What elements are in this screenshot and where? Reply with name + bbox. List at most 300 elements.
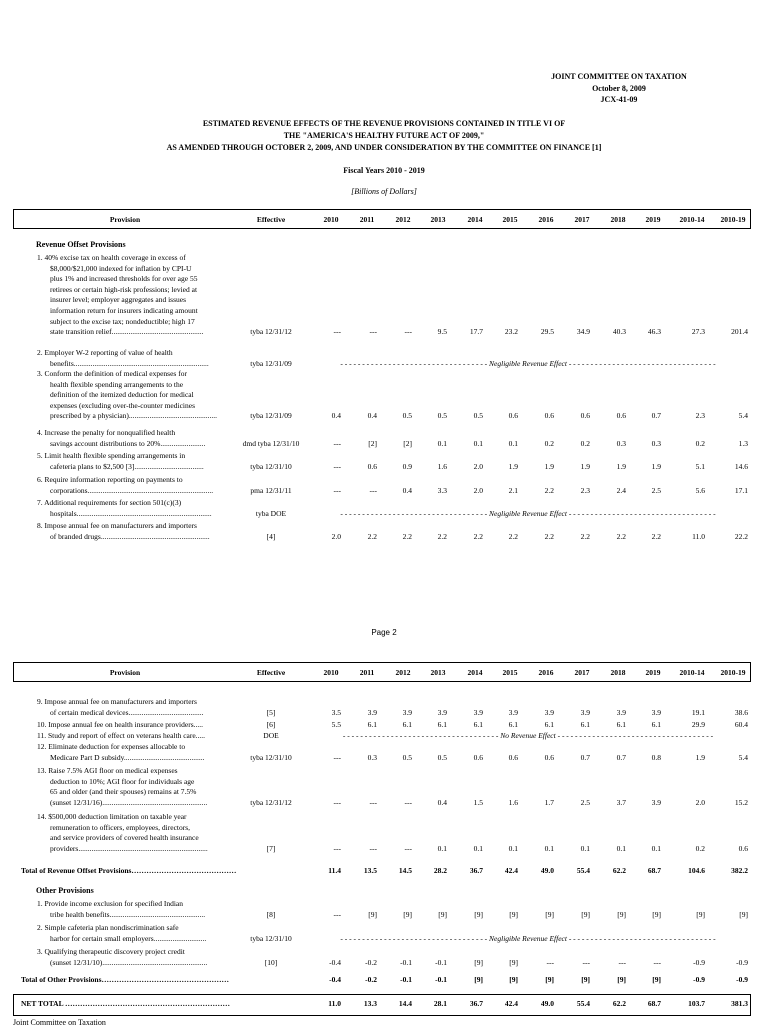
- total-value-cell: 14.5: [398, 866, 412, 875]
- table-row: [0, 742, 768, 763]
- value-cell: 29.5: [540, 327, 554, 337]
- provision-line: of certain medical devices........................................: [50, 707, 204, 717]
- value-cell: 6.1: [580, 720, 590, 729]
- value-cell: 11.0: [692, 531, 705, 541]
- total-value-cell: -0.9: [736, 975, 748, 984]
- provision-description: [37, 369, 237, 422]
- value-cell: 0.1: [437, 843, 447, 853]
- value-cell: 0.6: [473, 752, 483, 762]
- value-cell: 2.0: [695, 797, 705, 807]
- value-cell: 2.0: [331, 531, 341, 541]
- provision-line: (sunset 12/31/10)........................................................: [50, 957, 208, 967]
- total-value-cell: 49.0: [540, 999, 554, 1008]
- value-cell: 1.3: [738, 438, 748, 448]
- page1-col-6: 2014: [467, 215, 483, 224]
- value-cell: 0.6: [616, 411, 626, 421]
- value-cell: 1.9: [580, 461, 590, 471]
- value-cell: 0.1: [473, 843, 483, 853]
- provision-line: 8. Impose annual fee on manufacturers and importers: [37, 521, 197, 530]
- value-cell: 0.6: [738, 843, 748, 853]
- value-cell: 0.1: [473, 438, 483, 448]
- provision-line: insurer level; employer aggregates and issues: [50, 295, 186, 305]
- provision-description: [37, 742, 237, 763]
- value-cell: [9]: [509, 909, 518, 919]
- value-cell: 0.5: [473, 411, 483, 421]
- value-cell: [9]: [509, 957, 518, 967]
- page2-col-5: 2013: [430, 668, 446, 677]
- value-cell: 15.2: [734, 797, 748, 807]
- value-cell: 3.9: [544, 707, 554, 717]
- total-value-cell: -0.9: [693, 975, 705, 984]
- value-cell: 29.9: [691, 720, 705, 729]
- value-cell: 3.9: [580, 707, 590, 717]
- value-cell: [9]: [474, 909, 483, 919]
- value-cell: 2.2: [473, 531, 483, 541]
- value-cell: [9]: [696, 909, 705, 919]
- page1-col-1: Effective: [256, 215, 286, 224]
- value-cell: [2]: [368, 438, 377, 448]
- value-cell: ---: [333, 909, 341, 919]
- revenue-effect-note: - - - - - - - - - - - - - - - - - - - - - - - - - - - - - - - - - - Negligible Revenue Effect - - - - - - - - - - - - - - - - - - - - - - - - - - - - - - - - - -: [340, 358, 716, 368]
- table-row: [0, 253, 768, 338]
- provision-line: deduction to 10%; AGI floor for individuals age: [50, 776, 195, 786]
- value-cell: 1.9: [616, 461, 626, 471]
- value-cell: 201.4: [731, 327, 748, 337]
- page2-col-3: 2011: [359, 668, 375, 677]
- provision-description: [37, 521, 237, 542]
- total-value-cell: -0.1: [435, 975, 447, 984]
- total-value-cell: 55.4: [576, 999, 590, 1008]
- value-cell: ---: [369, 843, 377, 853]
- value-cell: 5.5: [331, 720, 341, 729]
- effective-date: [4]: [266, 531, 276, 541]
- value-cell: [9]: [474, 957, 483, 967]
- total-value-cell: 55.4: [576, 866, 590, 875]
- value-cell: 0.5: [437, 411, 447, 421]
- value-cell: ---: [333, 752, 341, 762]
- value-cell: 1.7: [544, 797, 554, 807]
- provision-description: [37, 720, 237, 731]
- value-cell: 2.0: [473, 485, 483, 495]
- total-revenue-offsets-label: Total of Revenue Offset Provisions……………………………………: [21, 866, 237, 875]
- value-cell: 0.1: [508, 843, 518, 853]
- page1-col-5: 2013: [430, 215, 446, 224]
- total-value-cell: 36.7: [469, 999, 483, 1008]
- provision-line: of branded drugs..........................................................: [50, 531, 210, 541]
- effective-date: tyba 12/31/12: [250, 327, 292, 337]
- provision-line: 14. $500,000 deduction limitation on taxable year: [37, 812, 187, 821]
- total-value-cell: [9]: [617, 975, 626, 984]
- page-number: Page 2: [371, 628, 397, 637]
- provision-line: tribe health benefits...................................................: [50, 909, 206, 919]
- footer: Joint Committee on Taxation: [13, 1018, 106, 1027]
- value-cell: 6.1: [367, 720, 377, 729]
- provision-line: $8,000/$21,000 indexed for inflation by CPI-U: [50, 263, 192, 273]
- value-cell: 6.1: [544, 720, 554, 729]
- provision-description: [37, 812, 237, 854]
- value-cell: 0.7: [580, 752, 590, 762]
- value-cell: -0.2: [365, 957, 377, 967]
- value-cell: 0.6: [367, 461, 377, 471]
- value-cell: -0.9: [736, 957, 748, 967]
- table-row: [0, 451, 768, 472]
- value-cell: 0.3: [367, 752, 377, 762]
- section-label-revenue-offsets: Revenue Offset Provisions: [36, 240, 126, 249]
- provision-line: remuneration to officers, employees, directors,: [50, 822, 191, 832]
- value-cell: -0.4: [329, 957, 341, 967]
- total-value-cell: 42.4: [504, 999, 518, 1008]
- value-cell: 1.9: [651, 461, 661, 471]
- value-cell: 2.5: [580, 797, 590, 807]
- provision-description: [37, 498, 237, 519]
- value-cell: ---: [369, 797, 377, 807]
- value-cell: 3.9: [367, 707, 377, 717]
- provision-line: 65 and older (and their spouses) remains at 7.5%: [50, 787, 197, 797]
- effective-date: [6]: [266, 720, 276, 729]
- table-row: [0, 348, 768, 369]
- value-cell: 0.2: [695, 438, 705, 448]
- value-cell: -0.9: [693, 957, 705, 967]
- value-cell: 6.1: [402, 720, 412, 729]
- value-cell: 2.2: [508, 531, 518, 541]
- revenue-effect-note: - - - - - - - - - - - - - - - - - - - - - - - - - - - - - - - - - - Negligible Revenue Effect - - - - - - - - - - - - - - - - - - - - - - - - - - - - - - - - - -: [340, 933, 716, 943]
- total-value-cell: [9]: [545, 975, 554, 984]
- provision-line: hospitals........................................................................: [50, 508, 212, 518]
- provision-line: 6. Require information reporting on payments to: [37, 475, 183, 484]
- value-cell: 5.4: [738, 411, 748, 421]
- value-cell: [9]: [403, 909, 412, 919]
- value-cell: ---: [333, 797, 341, 807]
- total-value-cell: 13.3: [363, 999, 377, 1008]
- value-cell: 2.2: [367, 531, 377, 541]
- provision-line: 1. 40% excise tax on health coverage in excess of: [37, 253, 186, 262]
- value-cell: 6.1: [651, 720, 661, 729]
- revenue-effect-note: - - - - - - - - - - - - - - - - - - - - - - - - - - - - - - - - - - Negligible Revenue Effect - - - - - - - - - - - - - - - - - - - - - - - - - - - - - - - - - -: [340, 508, 716, 518]
- page2-col-1: Effective: [256, 668, 286, 677]
- value-cell: 0.6: [580, 411, 590, 421]
- page1-col-8: 2016: [538, 215, 554, 224]
- value-cell: 2.1: [508, 485, 518, 495]
- total-value-cell: -0.4: [329, 975, 341, 984]
- total-value-cell: 42.4: [504, 866, 518, 875]
- provision-description: [37, 731, 237, 742]
- effective-date: tyba DOE: [255, 508, 287, 518]
- total-value-cell: 104.6: [688, 866, 705, 875]
- table-row: [0, 766, 768, 808]
- value-cell: ---: [404, 327, 412, 337]
- provision-line: definition of the itemized deduction for medical: [50, 390, 194, 400]
- provision-description: [37, 766, 237, 808]
- effective-date: [7]: [266, 843, 276, 853]
- page2-col-8: 2016: [538, 668, 554, 677]
- total-value-cell: 14.4: [398, 999, 412, 1008]
- total-value-cell: 381.3: [731, 999, 748, 1008]
- effective-date: tyba 12/31/10: [250, 461, 292, 471]
- total-value-cell: 11.4: [328, 866, 341, 875]
- provision-description: [37, 348, 237, 369]
- value-cell: 0.2: [695, 843, 705, 853]
- provision-line: (sunset 12/31/16)........................................................: [50, 797, 208, 807]
- value-cell: 1.9: [695, 752, 705, 762]
- table-row: [0, 720, 768, 731]
- value-cell: 3.9: [651, 707, 661, 717]
- value-cell: 3.9: [508, 707, 518, 717]
- total-value-cell: [9]: [509, 975, 518, 984]
- value-cell: 23.2: [504, 327, 518, 337]
- page2-col-6: 2014: [467, 668, 483, 677]
- value-cell: 0.4: [367, 411, 377, 421]
- provision-line: 2. Simple cafeteria plan nondiscrimination safe: [37, 923, 179, 932]
- value-cell: ---: [618, 957, 626, 967]
- page2-col-10: 2018: [610, 668, 626, 677]
- value-cell: 19.1: [691, 707, 705, 717]
- jct-header: [519, 71, 719, 106]
- net-total-label: NET TOTAL …………………………………………………………: [21, 999, 231, 1008]
- value-cell: ---: [404, 843, 412, 853]
- value-cell: -0.1: [400, 957, 412, 967]
- value-cell: 1.5: [473, 797, 483, 807]
- total-value-cell: -0.2: [365, 975, 377, 984]
- total-value-cell: 13.5: [363, 866, 377, 875]
- value-cell: 3.9: [651, 797, 661, 807]
- value-cell: 46.3: [647, 327, 661, 337]
- value-cell: 0.1: [616, 843, 626, 853]
- value-cell: [9]: [438, 909, 447, 919]
- total-value-cell: [9]: [581, 975, 590, 984]
- effective-date: [5]: [266, 707, 276, 717]
- table-row: [0, 521, 768, 542]
- provision-line: 12. Eliminate deduction for expenses allocable to: [37, 742, 186, 751]
- report-title: [0, 118, 768, 154]
- value-cell: 1.6: [508, 797, 518, 807]
- table-row: [0, 498, 768, 519]
- value-cell: 0.3: [616, 438, 626, 448]
- value-cell: ---: [333, 461, 341, 471]
- provision-line: 3. Qualifying therapeutic discovery project credit: [37, 947, 185, 956]
- page2-col-2: 2010: [323, 668, 339, 677]
- provision-line: prescribed by a physician)...............................................: [50, 411, 218, 421]
- total-value-cell: [9]: [652, 975, 661, 984]
- page1-col-10: 2018: [610, 215, 626, 224]
- value-cell: ---: [333, 327, 341, 337]
- value-cell: 0.4: [331, 411, 341, 421]
- value-cell: ---: [653, 957, 661, 967]
- value-cell: 0.8: [651, 752, 661, 762]
- provision-line: subject to the excise tax; nondeductible; high 17: [50, 316, 195, 326]
- value-cell: 5.4: [738, 752, 748, 762]
- provision-line: information return for insurers indicating amount: [50, 305, 198, 315]
- value-cell: 2.2: [402, 531, 412, 541]
- total-value-cell: 28.2: [433, 866, 447, 875]
- provision-line: 2. Employer W-2 reporting of value of health: [37, 348, 173, 357]
- value-cell: 60.4: [734, 720, 748, 729]
- provision-line: 1. Provide income exclusion for specified Indian: [37, 899, 184, 908]
- effective-date: [10]: [264, 957, 278, 967]
- page2-col-11: 2019: [645, 668, 661, 677]
- title-line-2: THE "AMERICA'S HEALTHY FUTURE ACT OF 2009,": [283, 131, 485, 140]
- total-value-cell: 68.7: [647, 866, 661, 875]
- value-cell: 2.4: [616, 485, 626, 495]
- provision-line: benefits........................................................................: [50, 358, 209, 368]
- value-cell: ---: [369, 485, 377, 495]
- provision-line: savings account distributions to 20%........................: [50, 438, 206, 448]
- provision-line: 7. Additional requirements for section 501(c)(3): [37, 498, 182, 507]
- page1-col-0: Provision: [109, 215, 141, 224]
- value-cell: ---: [333, 485, 341, 495]
- value-cell: 2.2: [616, 531, 626, 541]
- section-label-other-provisions: Other Provisions: [36, 886, 94, 895]
- value-cell: [9]: [739, 909, 748, 919]
- page2-col-12: 2010-14: [679, 668, 705, 677]
- value-cell: 5.1: [695, 461, 705, 471]
- provision-line: 4. Increase the penalty for nonqualified health: [37, 428, 176, 437]
- value-cell: 3.3: [437, 485, 447, 495]
- value-cell: 0.6: [544, 752, 554, 762]
- value-cell: 0.6: [508, 411, 518, 421]
- value-cell: 0.1: [508, 438, 518, 448]
- total-value-cell: 103.7: [688, 999, 705, 1008]
- page1-col-12: 2010-14: [679, 215, 705, 224]
- total-value-cell: 28.1: [433, 999, 447, 1008]
- doc-id: JCX-41-09: [600, 95, 638, 104]
- total-value-cell: 49.0: [540, 866, 554, 875]
- total-value-cell: 68.7: [647, 999, 661, 1008]
- effective-date: DOE: [263, 731, 279, 740]
- value-cell: 0.6: [508, 752, 518, 762]
- value-cell: 38.6: [734, 707, 748, 717]
- provision-description: [37, 947, 237, 968]
- value-cell: ---: [546, 957, 554, 967]
- value-cell: 0.2: [544, 438, 554, 448]
- value-cell: ---: [333, 438, 341, 448]
- value-cell: ---: [582, 957, 590, 967]
- doc-date: October 8, 2009: [592, 83, 646, 93]
- total-value-cell: 62.2: [612, 999, 626, 1008]
- total-other-provisions-label: Total of Other Provisions……………………………………………: [21, 975, 229, 984]
- table-row: [0, 947, 768, 968]
- value-cell: 27.3: [691, 327, 705, 337]
- table-row: [0, 923, 768, 944]
- value-cell: 1.9: [544, 461, 554, 471]
- provision-line: providers.....................................................................: [50, 843, 208, 853]
- value-cell: -0.1: [435, 957, 447, 967]
- effective-date: [8]: [266, 909, 276, 919]
- value-cell: 0.5: [402, 752, 412, 762]
- effective-date: pma 12/31/11: [250, 485, 292, 495]
- value-cell: 2.2: [544, 531, 554, 541]
- value-cell: [2]: [403, 438, 412, 448]
- provision-description: [37, 451, 237, 472]
- table-row: [0, 475, 768, 496]
- table-row: [0, 428, 768, 449]
- value-cell: 0.9: [402, 461, 412, 471]
- value-cell: ---: [369, 327, 377, 337]
- provision-line: Medicare Part D subsidy...........................................: [50, 752, 205, 762]
- effective-date: tyba 12/31/10: [250, 752, 292, 762]
- page1-col-3: 2011: [359, 215, 375, 224]
- value-cell: 2.0: [473, 461, 483, 471]
- value-cell: 3.9: [402, 707, 412, 717]
- title-line-3: AS AMENDED THROUGH OCTOBER 2, 2009, AND UNDER CONSIDERATION BY THE COMMITTEE ON FINANCE [1]: [166, 143, 602, 152]
- provision-line: cafeteria plans to $2,500 [3].....................................: [50, 461, 204, 471]
- provision-line: 5. Limit health flexible spending arrangements in: [37, 451, 186, 460]
- value-cell: 6.1: [616, 720, 626, 729]
- value-cell: 2.2: [437, 531, 447, 541]
- value-cell: ---: [404, 797, 412, 807]
- column-header-page-1: [13, 209, 751, 229]
- effective-date: tyba 12/31/09: [250, 358, 292, 368]
- value-cell: 1.6: [437, 461, 447, 471]
- table-row: [0, 731, 768, 742]
- page2-col-13: 2010-19: [720, 668, 746, 677]
- total-value-cell: 382.2: [731, 866, 748, 875]
- provision-line: state transition relief.................................................: [50, 327, 204, 337]
- value-cell: 3.9: [437, 707, 447, 717]
- effective-date: tyba 12/31/10: [250, 933, 292, 943]
- total-value-cell: 36.7: [469, 866, 483, 875]
- provision-line: 3. Conform the definition of medical expenses for: [37, 369, 187, 378]
- table-row: [0, 812, 768, 854]
- value-cell: 2.3: [695, 411, 705, 421]
- page1-col-7: 2015: [502, 215, 518, 224]
- value-cell: 40.3: [612, 327, 626, 337]
- value-cell: 0.5: [437, 752, 447, 762]
- value-cell: [9]: [545, 909, 554, 919]
- value-cell: 2.3: [580, 485, 590, 495]
- provision-description: [37, 428, 237, 449]
- value-cell: 6.1: [508, 720, 518, 729]
- effective-date: tyba 12/31/09: [250, 411, 292, 421]
- units-label: [Billions of Dollars]: [351, 187, 417, 196]
- value-cell: [9]: [368, 909, 377, 919]
- value-cell: 0.4: [402, 485, 412, 495]
- provision-line: 11. Study and report of effect on veterans health care.....: [37, 731, 206, 740]
- value-cell: 17.1: [734, 485, 748, 495]
- value-cell: 0.1: [544, 843, 554, 853]
- value-cell: 5.6: [695, 485, 705, 495]
- value-cell: 22.2: [734, 531, 748, 541]
- value-cell: 0.2: [580, 438, 590, 448]
- table-row: [0, 899, 768, 920]
- value-cell: 6.1: [437, 720, 447, 729]
- value-cell: 17.7: [469, 327, 483, 337]
- page1-col-13: 2010-19: [720, 215, 746, 224]
- provision-line: 13. Raise 7.5% AGI floor on medical expenses: [37, 766, 178, 775]
- value-cell: 1.9: [508, 461, 518, 471]
- total-value-cell: 11.0: [328, 999, 341, 1008]
- value-cell: [9]: [617, 909, 626, 919]
- provision-line: and service providers of covered health insurance: [50, 833, 199, 843]
- value-cell: 0.1: [651, 843, 661, 853]
- provision-description: [37, 697, 237, 718]
- provision-line: plus 1% and increased thresholds for over age 55: [50, 274, 198, 284]
- provision-line: corporations...................................................................: [50, 485, 214, 495]
- page2-col-0: Provision: [109, 668, 141, 677]
- value-cell: 2.2: [544, 485, 554, 495]
- total-value-cell: 62.2: [612, 866, 626, 875]
- fiscal-years: Fiscal Years 2010 - 2019: [343, 166, 425, 175]
- page2-col-4: 2012: [395, 668, 411, 677]
- org-name: JOINT COMMITTEE ON TAXATION: [551, 72, 687, 81]
- provision-description: [37, 253, 237, 338]
- value-cell: 3.9: [473, 707, 483, 717]
- page1-col-2: 2010: [323, 215, 339, 224]
- value-cell: 0.7: [616, 752, 626, 762]
- page1-col-11: 2019: [645, 215, 661, 224]
- value-cell: 0.6: [544, 411, 554, 421]
- table-row: [0, 697, 768, 718]
- revenue-effect-note: - - - - - - - - - - - - - - - - - - - - - - - - - - - - - - - - - - - - No Revenue Effect - - - - - - - - - - - - - - - - - - - - - - - - - - - - - - - - - - - -: [342, 731, 714, 740]
